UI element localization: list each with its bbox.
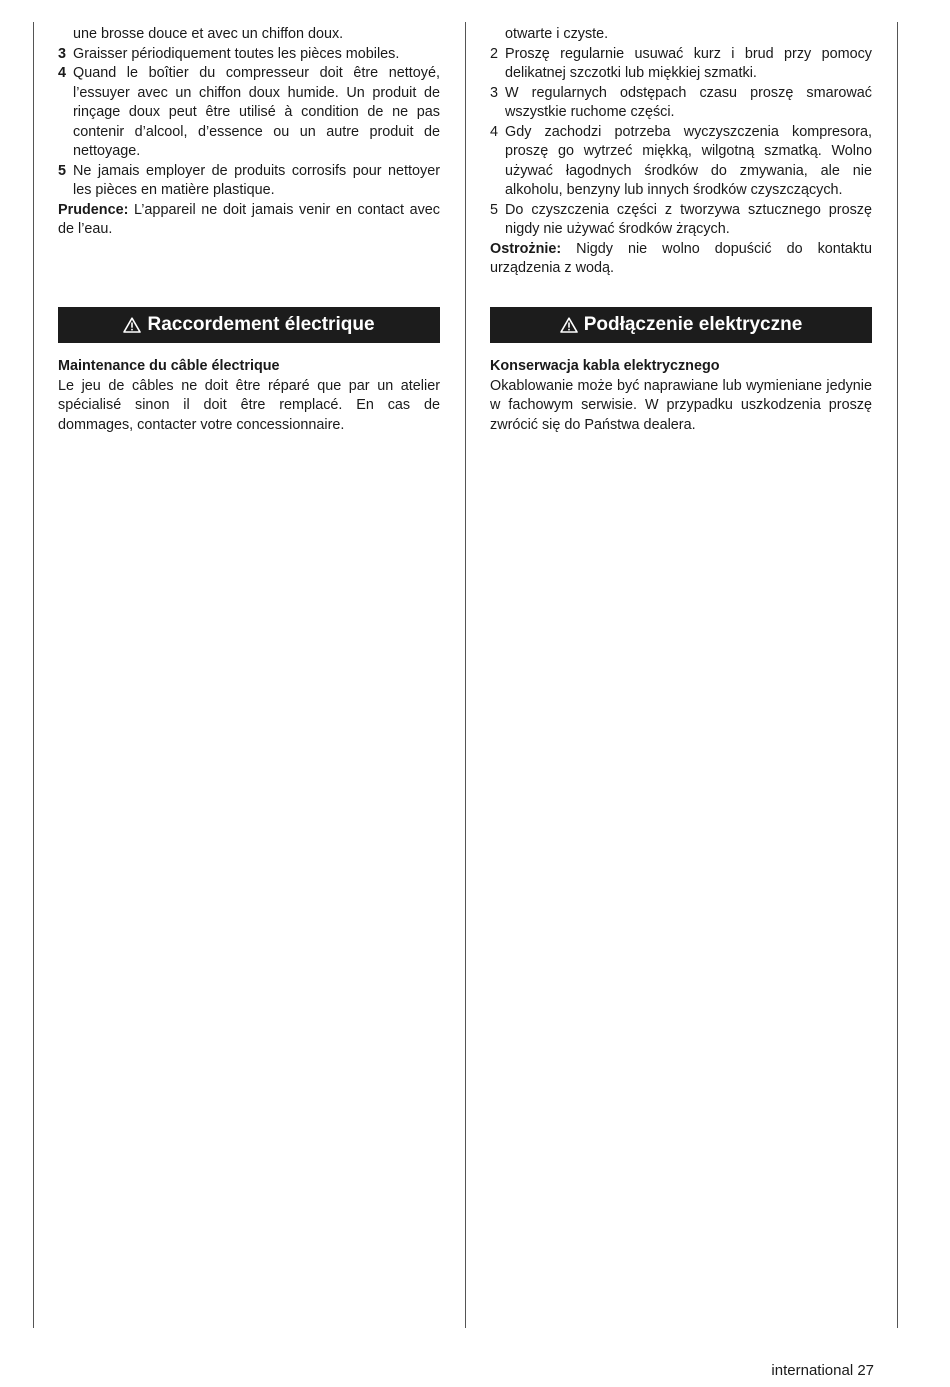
polish-column: [490, 25, 872, 279]
section-title: Podłączenie elektryczne: [583, 314, 803, 335]
item-text: Quand le boîtier du compresseur doit être nettoyé, l’essuyer avec un chiffon doux humide. Un produit de rinçage doux peut être utilisé à condition de ne pas contenir d’alcool, d’essence ou un autre produit de nettoyage.: [73, 65, 440, 159]
polish-list-item-5: [490, 201, 872, 240]
warning-triangle-icon: [123, 317, 141, 333]
polish-cable-section: [490, 357, 872, 435]
subheading: Konserwacja kabla elektrycznego: [490, 358, 720, 374]
item-text: Do czyszczenia części z tworzywa sztucznego proszę nigdy nie używać środków żrących.: [505, 201, 872, 237]
item-text: Ne jamais employer de produits corrosifs pour nettoyer les pièces en matière plastique.: [73, 162, 440, 198]
item-text: W regularnych odstępach czasu proszę smarować wszystkie ruchome części.: [505, 84, 872, 120]
french-list-item-3: [58, 45, 440, 65]
item-text: Graisser périodiquement toutes les pièces mobiles.: [73, 45, 400, 62]
french-cable-section: [58, 357, 440, 435]
item-number: 3: [58, 45, 67, 62]
caution-label: Ostrożnie:: [490, 240, 562, 257]
polish-caution: [490, 240, 872, 279]
french-continuation: une brosse douce et avec un chiffon doux.: [73, 26, 344, 42]
french-list-item-5: [58, 162, 440, 201]
subheading: Maintenance du câble électrique: [58, 358, 280, 374]
page-footer: international 27: [771, 1362, 874, 1379]
item-number: 5: [58, 162, 67, 179]
item-number: 4: [58, 65, 67, 81]
caution-text: Nigdy nie wolno dopuścić do kontaktu urządzenia z wodą.: [490, 240, 872, 276]
item-text: Gdy zachodzi potrzeba wyczyszczenia kompresora, proszę go wytrzeć miękką, wilgotną szmatką. Wolno używać łagodnych środków do zmywania, ale nie alkoholu, benzyny lub innych środków czyszczących.: [505, 123, 872, 198]
section-body: Le jeu de câbles ne doit être réparé que par un atelier spécialisé sinon il doit être remplacé. En cas de dommages, contacter votre concessionnaire.: [58, 377, 440, 433]
french-list-item-4: [58, 64, 440, 162]
item-number: 3: [490, 84, 499, 101]
item-number: 2: [490, 45, 499, 62]
polish-continuation: otwarte i czyste.: [505, 26, 609, 42]
polish-list-item-3: [490, 84, 872, 123]
caution-text: L’appareil ne doit jamais venir en contact avec de l’eau.: [58, 201, 440, 237]
polish-section-header: [490, 307, 872, 343]
french-section-header: [58, 307, 440, 343]
polish-list-item-2: [490, 45, 872, 84]
french-caution: [58, 201, 440, 240]
french-column: [58, 25, 440, 240]
item-number: 5: [490, 201, 499, 218]
left-margin-rule: [33, 22, 34, 1328]
section-body: Okablowanie może być naprawiane lub wymieniane jedynie w fachowym serwisie. W przypadku uszkodzenia proszę zwrócić się do Państwa dealera.: [490, 377, 872, 433]
caution-label: Prudence:: [58, 201, 129, 218]
center-divider-rule: [465, 22, 466, 1328]
right-margin-rule: [897, 22, 898, 1328]
polish-list-item-4: [490, 123, 872, 201]
item-number: 4: [490, 123, 499, 140]
warning-triangle-icon: [560, 317, 578, 333]
section-title: Raccordement électrique: [147, 314, 375, 335]
item-text: Proszę regularnie usuwać kurz i brud przy pomocy delikatnej szczotki lub miękkiej szmatki.: [505, 45, 872, 81]
